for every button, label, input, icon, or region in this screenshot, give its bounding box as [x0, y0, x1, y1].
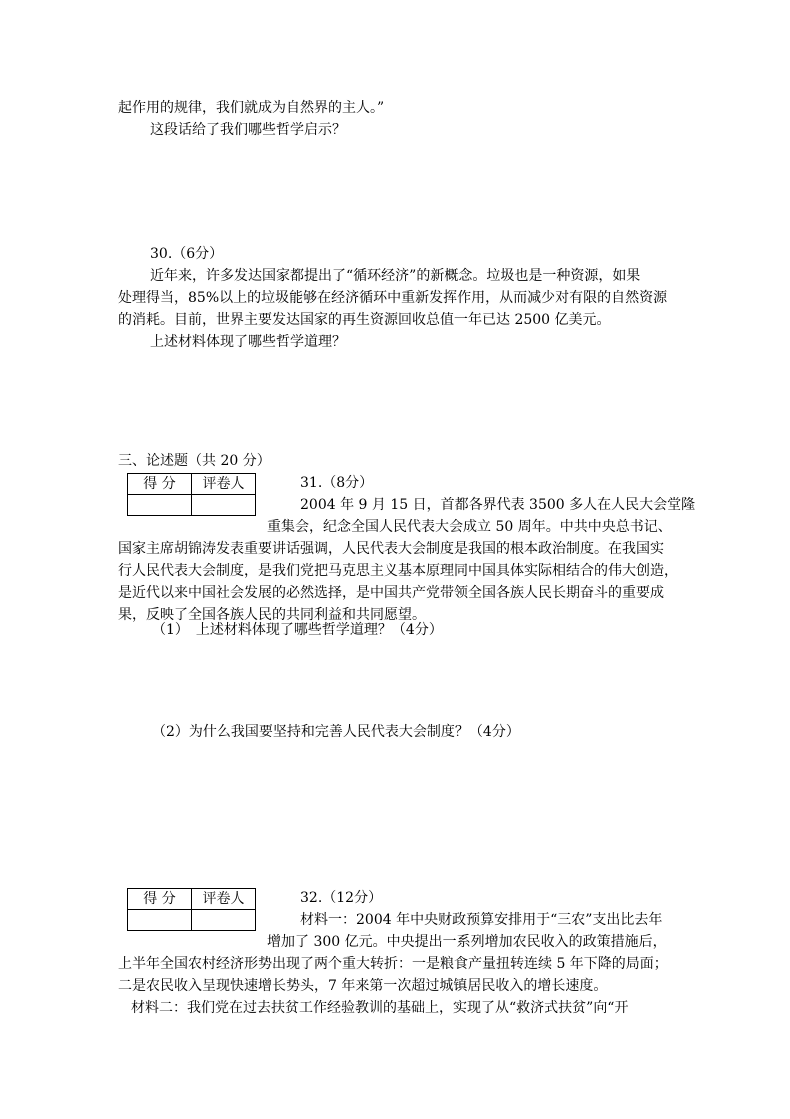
q32-material-line: 材料二：我们党在过去扶贫工作经验教训的基础上，实现了从“救济式扶贫”向“开 — [131, 1000, 629, 1016]
q32-material-line: 材料一：2004 年中央财政预算安排用于“三农”支出比去年 — [300, 912, 663, 928]
q30-material-line: 的消耗。目前，世界主要发达国家的再生资源回收总值一年已达 2500 亿美元。 — [118, 312, 611, 328]
q30-material-line: 近年来，许多发达国家都提出了“循环经济”的新概念。垃圾也是一种资源，如果 — [150, 268, 641, 284]
q31-material-line: 国家主席胡锦涛发表重要讲话强调，人民代表大会制度是我国的根本政治制度。在我国实 — [118, 541, 664, 557]
score-label: 得 分 — [128, 474, 192, 495]
score-box — [127, 888, 256, 931]
q30-heading: 30.（6分） — [150, 246, 224, 262]
score-cell — [128, 495, 192, 516]
grader-cell — [192, 495, 256, 516]
q31-material-line: 重集会，纪念全国人民代表大会成立 50 周年。中共中央总书记、 — [267, 519, 672, 535]
grader-label: 评卷人 — [192, 474, 256, 495]
score-box — [127, 473, 256, 516]
grader-label: 评卷人 — [192, 889, 256, 910]
score-label: 得 分 — [128, 889, 192, 910]
q29-question: 这段话给了我们哪些哲学启示？ — [150, 122, 346, 138]
q30-question: 上述材料体现了哪些哲学道理？ — [150, 334, 346, 350]
q31-heading: 31.（8分） — [300, 475, 374, 491]
q31-material-line: 果，反映了全国各族人民的共同利益和共同愿望。 — [118, 607, 426, 623]
section-title: 三、论述题（共 20 分） — [118, 453, 271, 469]
q31-subquestion-1: （1） 上述材料体现了哪些哲学道理？（4分） — [152, 622, 443, 638]
score-cell — [128, 910, 192, 931]
q32-material-line: 上半年全国农村经济形势出现了两个重大转折：一是粮食产量扭转连续 5 年下降的局面； — [118, 956, 668, 972]
q31-material-line: 行人民代表大会制度，是我们党把马克思主义基本原理同中国具体实际相结合的伟大创造， — [118, 563, 678, 579]
q32-material-line: 增加了 300 亿元。中央提出一系列增加农民收入的政策措施后， — [267, 934, 667, 950]
q32-material-line: 二是农民收入呈现快速增长势头，7 年来第一次超过城镇居民收入的增长速度。 — [118, 978, 608, 994]
q30-material-line: 处理得当，85%以上的垃圾能够在经济循环中重新发挥作用，从而减少对有限的自然资源 — [118, 290, 668, 306]
q29-text-tail: 起作用的规律，我们就成为自然界的主人。” — [118, 100, 385, 116]
q31-material-line: 是近代以来中国社会发展的必然选择，是中国共产党带领全国各族人民长期奋斗的重要成 — [118, 585, 664, 601]
q31-material-line: 2004 年 9 月 15 日，首都各界代表 3500 多人在人民大会堂隆 — [300, 497, 696, 513]
grader-cell — [192, 910, 256, 931]
q31-subquestion-2: （2）为什么我国要坚持和完善人民代表大会制度？（4分） — [152, 724, 520, 740]
q32-heading: 32.（12分） — [300, 890, 383, 906]
